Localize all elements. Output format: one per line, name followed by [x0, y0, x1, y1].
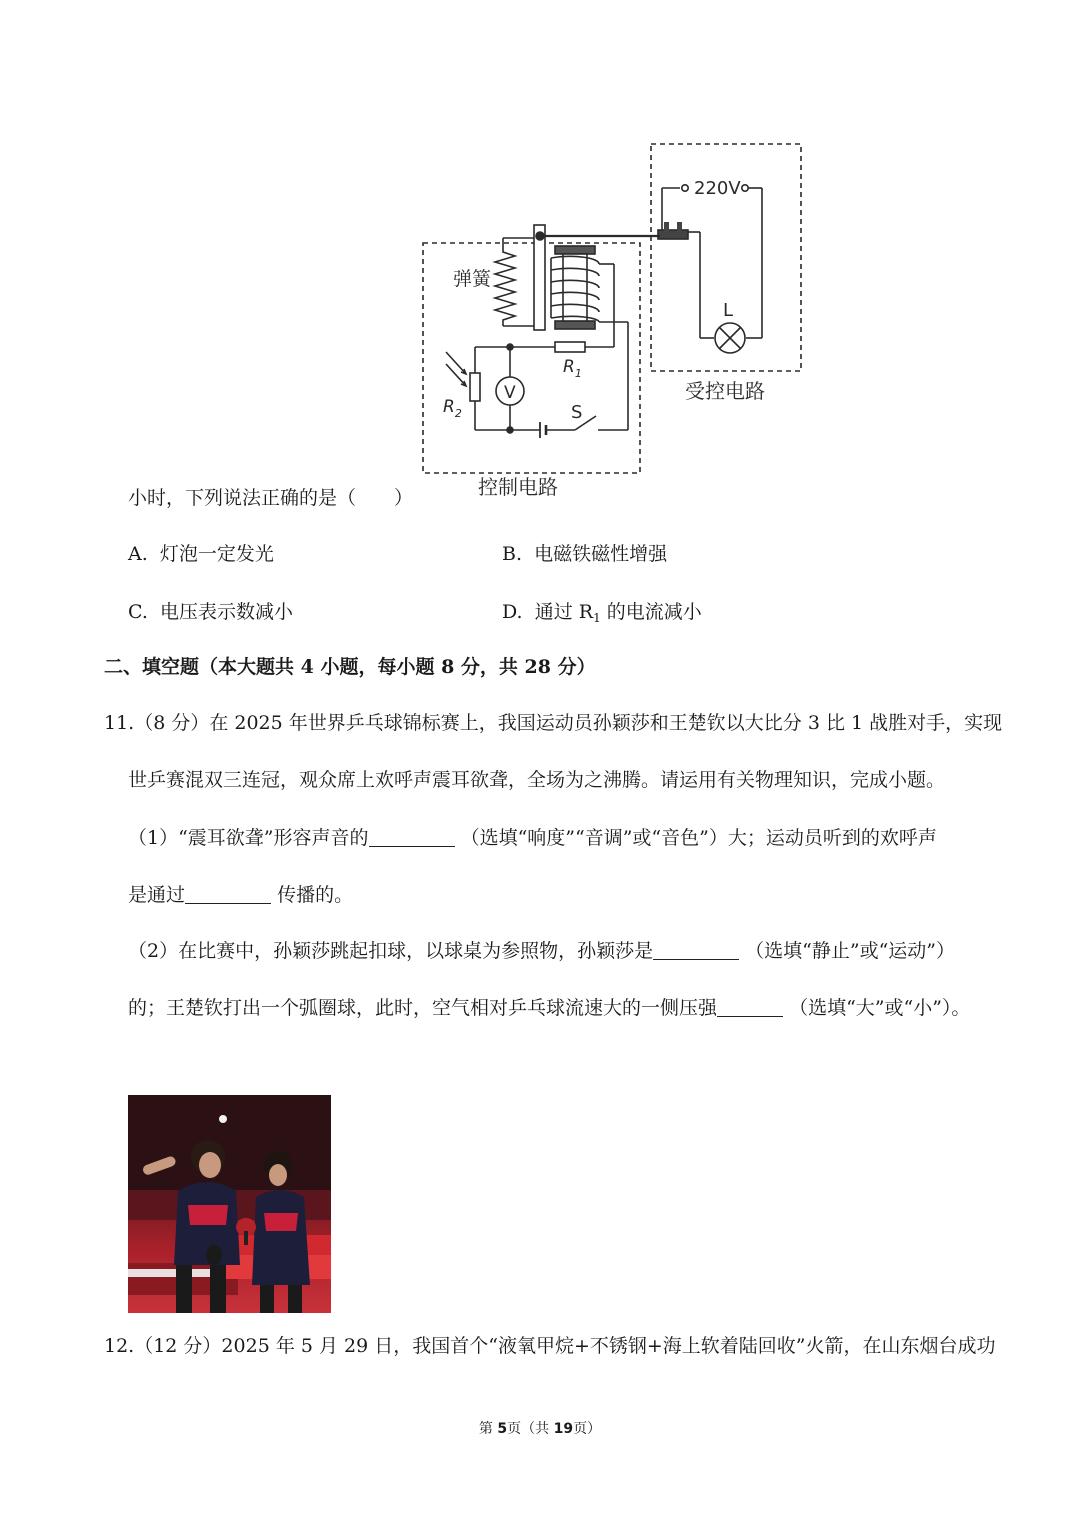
- q11-line-2: 世乒赛混双三连冠，观众席上欢呼声震耳欲聋，全场为之沸腾。请运用有关物理知识，完成小题。: [128, 769, 946, 791]
- q11-p1-text-b: （选填“响度”“音调”或“音色”）大；运动员听到的欢呼声: [460, 827, 937, 849]
- footer-text-b: 页（共: [507, 1421, 554, 1437]
- q11-p2-text-a: （2）在比赛中，孙颖莎跳起扣球，以球桌为参照物，孙颖莎是: [128, 940, 654, 962]
- voltage-label: 220V: [694, 178, 741, 199]
- option-letter: D.: [502, 601, 523, 623]
- page-number: 5: [497, 1421, 508, 1437]
- q12-line-1: 12.（12 分）2025 年 5 月 29 日，我国首个“液氧甲烷+不锈钢+海上软着陆回收”火箭，在山东烟台成功: [104, 1335, 996, 1357]
- q11-p1-text-a: （1）“震耳欲聋”形容声音的: [128, 827, 369, 849]
- option-text-after: 的电流减小: [600, 601, 702, 623]
- footer-text-c: 页）: [573, 1421, 602, 1437]
- q11-part-2-line-1: [128, 941, 955, 961]
- page-footer: [0, 1418, 1080, 1438]
- players-illustration: [128, 1095, 331, 1313]
- r1-resistor: [555, 342, 585, 352]
- option-letter: C.: [128, 601, 148, 623]
- q10-option-a: [128, 545, 274, 564]
- r1-label: $R_1$: [563, 357, 582, 380]
- q11-part-1-line-2: [128, 885, 353, 905]
- q11-p2-text-d: （选填“大”或“小”）。: [789, 997, 971, 1019]
- q10-option-b: [502, 545, 667, 564]
- q10-stem-tail: 小时，下列说法正确的是（ ）: [128, 487, 414, 509]
- q11-p2-text-c: 的；王楚钦打出一个弧圈球，此时，空气相对乒乓球流速大的一侧压强: [128, 997, 718, 1019]
- switch-label: S: [571, 402, 583, 423]
- option-letter: A.: [128, 543, 148, 565]
- spring-symbol: [495, 238, 515, 326]
- option-letter: B.: [502, 543, 523, 565]
- spring-label: 弹簧: [453, 268, 492, 290]
- q10-option-d: [502, 603, 702, 624]
- answer-blank-medium[interactable]: [185, 885, 271, 904]
- lamp-label: L: [723, 300, 734, 321]
- answer-blank-motion[interactable]: [653, 941, 739, 960]
- table-tennis-photo: [128, 1095, 331, 1313]
- option-text-before: 通过 R: [534, 601, 594, 623]
- q11-p1-text-d: 传播的。: [277, 884, 354, 906]
- option-text-sub: 1: [593, 611, 601, 625]
- answer-blank-pressure[interactable]: [717, 998, 783, 1017]
- footer-text-a: 第: [478, 1421, 498, 1437]
- section-heading: 二、填空题（本大题共 4 小题，每小题 8 分，共 28 分）: [104, 656, 596, 678]
- option-text: 灯泡一定发光: [159, 543, 274, 565]
- voltmeter-label: V: [504, 383, 516, 403]
- page-total: 19: [553, 1421, 574, 1437]
- control-circuit-label: 控制电路: [478, 475, 558, 499]
- q10-option-c: [128, 603, 293, 622]
- r2-photoresistor: [470, 373, 480, 401]
- r2-label: $R_2$: [443, 397, 462, 420]
- option-text: 电压表示数减小: [160, 601, 294, 623]
- q11-p1-text-c: 是通过: [128, 884, 186, 906]
- q11-part-1-line-1: [128, 828, 937, 848]
- option-text: 电磁铁磁性增强: [534, 543, 668, 565]
- q11-p2-text-b: （选填“静止”或“运动”）: [745, 940, 955, 962]
- q11-line-1: 11.（8 分）在 2025 年世界乒乓球锦标赛上，我国运动员孙颖莎和王楚钦以大比分 3 比 1 战胜对手，实现: [104, 712, 1003, 734]
- circuit-diagram: [0, 0, 1080, 520]
- q11-part-2-line-2: [128, 998, 970, 1018]
- controlled-circuit-label: 受控电路: [685, 379, 765, 403]
- answer-blank-loudness[interactable]: [369, 828, 455, 847]
